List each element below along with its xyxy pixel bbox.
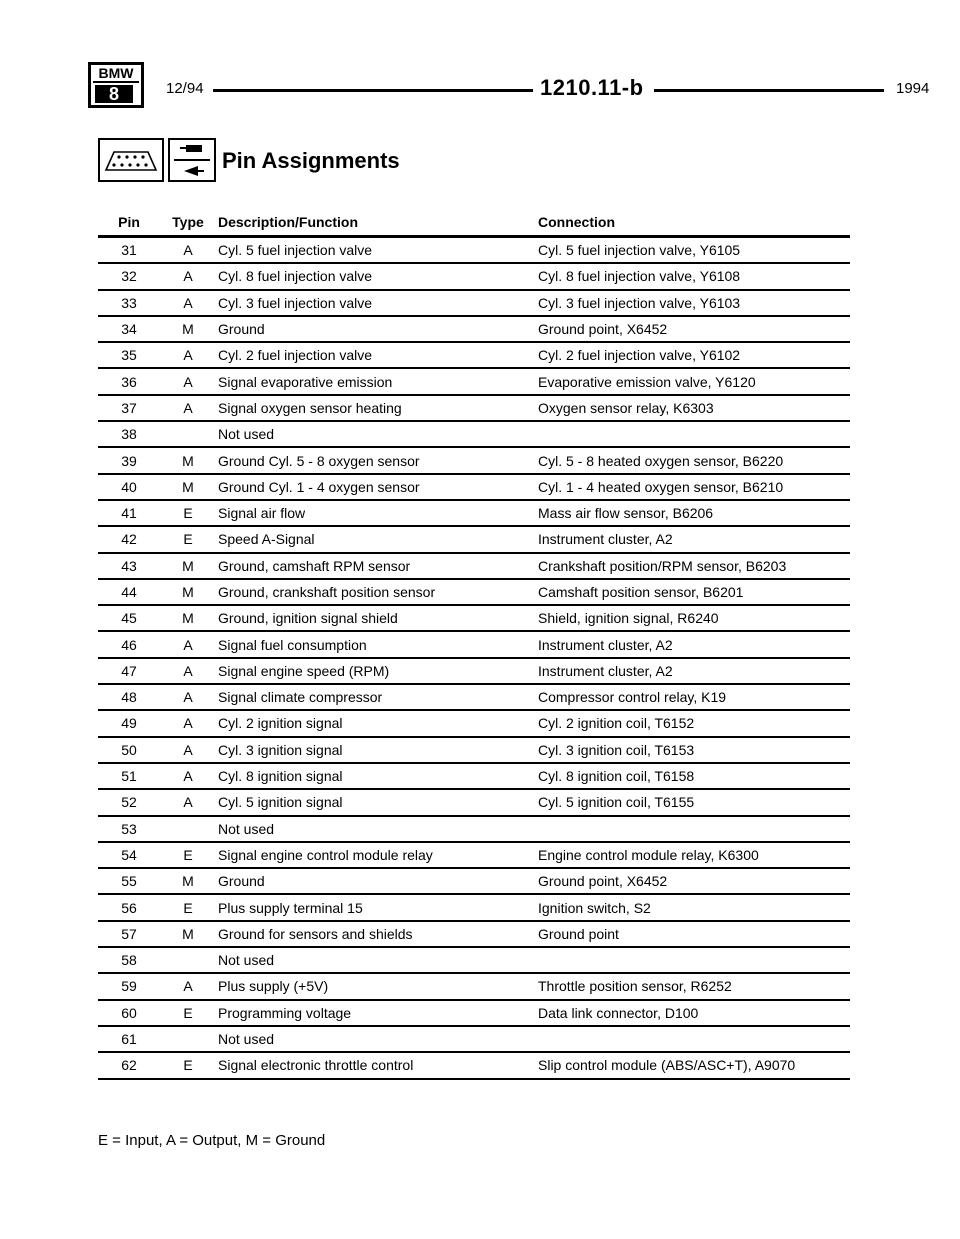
- pin-description: Ground: [216, 316, 538, 342]
- table-body: [98, 237, 850, 1079]
- pin-description: Ground: [216, 868, 538, 894]
- pin-type: A: [160, 737, 216, 763]
- pin-connection: Cyl. 5 ignition coil, T6155: [538, 789, 850, 815]
- table-row: [98, 921, 850, 947]
- table-row: [98, 263, 850, 289]
- table-row: [98, 553, 850, 579]
- pin-description: Cyl. 5 ignition signal: [216, 789, 538, 815]
- page-header: [88, 62, 930, 110]
- pin-number: 48: [98, 684, 160, 710]
- table-row: [98, 447, 850, 473]
- table-row: [98, 816, 850, 842]
- pin-number: 38: [98, 421, 160, 447]
- pin-type: M: [160, 868, 216, 894]
- pin-number: 57: [98, 921, 160, 947]
- pin-number: 36: [98, 368, 160, 394]
- pin-number: 61: [98, 1026, 160, 1052]
- header-rule-right: [654, 89, 884, 92]
- pin-connection: Cyl. 2 fuel injection valve, Y6102: [538, 342, 850, 368]
- pin-connection: Cyl. 5 - 8 heated oxygen sensor, B6220: [538, 447, 850, 473]
- pin-description: Signal air flow: [216, 500, 538, 526]
- pin-description: Ground, camshaft RPM sensor: [216, 553, 538, 579]
- pin-type: A: [160, 973, 216, 999]
- table-header-row: [98, 210, 850, 237]
- pin-number: 51: [98, 763, 160, 789]
- pin-type: M: [160, 605, 216, 631]
- pin-type: E: [160, 894, 216, 920]
- pin-connection: Mass air flow sensor, B6206: [538, 500, 850, 526]
- pin-number: 37: [98, 395, 160, 421]
- table-row: [98, 658, 850, 684]
- pin-type: A: [160, 263, 216, 289]
- pin-connection: Cyl. 8 ignition coil, T6158: [538, 763, 850, 789]
- pin-connection: Evaporative emission valve, Y6120: [538, 368, 850, 394]
- pin-assignment-table: [98, 210, 850, 1080]
- pin-connection: Cyl. 1 - 4 heated oxygen sensor, B6210: [538, 474, 850, 500]
- table-row: [98, 842, 850, 868]
- pin-description: Cyl. 3 fuel injection valve: [216, 290, 538, 316]
- logo-series: 8: [95, 85, 133, 103]
- table-row: [98, 368, 850, 394]
- pin-connection: Cyl. 3 fuel injection valve, Y6103: [538, 290, 850, 316]
- table-row: [98, 763, 850, 789]
- pin-number: 32: [98, 263, 160, 289]
- pin-description: Not used: [216, 947, 538, 973]
- pin-connection: Camshaft position sensor, B6201: [538, 579, 850, 605]
- pin-description: Ground Cyl. 1 - 4 oxygen sensor: [216, 474, 538, 500]
- pin-connection: Cyl. 3 ignition coil, T6153: [538, 737, 850, 763]
- pin-connection: Data link connector, D100: [538, 1000, 850, 1026]
- pin-type: A: [160, 684, 216, 710]
- table-row: [98, 737, 850, 763]
- pin-type: A: [160, 368, 216, 394]
- pin-description: Cyl. 2 ignition signal: [216, 710, 538, 736]
- pin-number: 54: [98, 842, 160, 868]
- column-header-pin: Pin: [98, 210, 160, 237]
- pin-description: Cyl. 2 fuel injection valve: [216, 342, 538, 368]
- pin-type: [160, 421, 216, 447]
- pin-description: Signal evaporative emission: [216, 368, 538, 394]
- section-title: Pin Assignments: [222, 148, 400, 173]
- pin-description: Ground Cyl. 5 - 8 oxygen sensor: [216, 447, 538, 473]
- pin-connection: Throttle position sensor, R6252: [538, 973, 850, 999]
- pin-number: 41: [98, 500, 160, 526]
- pin-type: A: [160, 290, 216, 316]
- header-rule-left: [213, 89, 533, 92]
- pin-type: [160, 947, 216, 973]
- pin-type: [160, 1026, 216, 1052]
- pin-number: 58: [98, 947, 160, 973]
- pin-number: 34: [98, 316, 160, 342]
- pin-type: M: [160, 553, 216, 579]
- pin-description: Plus supply terminal 15: [216, 894, 538, 920]
- pin-connection: Oxygen sensor relay, K6303: [538, 395, 850, 421]
- header-year: 1994: [896, 80, 930, 97]
- table-row: [98, 1052, 850, 1078]
- pin-description: Programming voltage: [216, 1000, 538, 1026]
- pin-description: Cyl. 8 ignition signal: [216, 763, 538, 789]
- pin-type: M: [160, 921, 216, 947]
- pin-number: 33: [98, 290, 160, 316]
- pin-type: A: [160, 763, 216, 789]
- pin-description: Ground for sensors and shields: [216, 921, 538, 947]
- pin-icon: [168, 138, 216, 182]
- pin-type: E: [160, 842, 216, 868]
- pin-number: 44: [98, 579, 160, 605]
- pin-number: 40: [98, 474, 160, 500]
- header-date: 12/94: [166, 80, 204, 97]
- pin-number: 47: [98, 658, 160, 684]
- pin-description: Plus supply (+5V): [216, 973, 538, 999]
- pin-description: Signal oxygen sensor heating: [216, 395, 538, 421]
- pin-connection: Ground point, X6452: [538, 316, 850, 342]
- type-legend: E = Input, A = Output, M = Ground: [98, 1132, 326, 1149]
- pin-description: Ground, ignition signal shield: [216, 605, 538, 631]
- table-row: [98, 605, 850, 631]
- pin-number: 56: [98, 894, 160, 920]
- pin-number: 31: [98, 237, 160, 264]
- table-row: [98, 684, 850, 710]
- pin-number: 49: [98, 710, 160, 736]
- pin-description: Signal electronic throttle control: [216, 1052, 538, 1078]
- table-row: [98, 500, 850, 526]
- pin-type: A: [160, 631, 216, 657]
- pin-type: A: [160, 789, 216, 815]
- pin-connection: Cyl. 2 ignition coil, T6152: [538, 710, 850, 736]
- connector-icon: [98, 138, 164, 182]
- table-row: [98, 579, 850, 605]
- pin-connection: Ground point: [538, 921, 850, 947]
- pin-connection: Compressor control relay, K19: [538, 684, 850, 710]
- table-row: [98, 973, 850, 999]
- pin-description: Ground, crankshaft position sensor: [216, 579, 538, 605]
- table-row: [98, 947, 850, 973]
- pin-connection: Ignition switch, S2: [538, 894, 850, 920]
- pin-connection: [538, 421, 850, 447]
- pin-number: 50: [98, 737, 160, 763]
- pin-type: A: [160, 342, 216, 368]
- column-header-connection: Connection: [538, 210, 850, 237]
- table-row: [98, 395, 850, 421]
- pin-number: 55: [98, 868, 160, 894]
- pin-type: E: [160, 526, 216, 552]
- table-row: [98, 1026, 850, 1052]
- table-row: [98, 1000, 850, 1026]
- pin-type: A: [160, 658, 216, 684]
- pin-description: Speed A-Signal: [216, 526, 538, 552]
- pin-number: 46: [98, 631, 160, 657]
- pin-number: 43: [98, 553, 160, 579]
- pin-connection: Cyl. 5 fuel injection valve, Y6105: [538, 237, 850, 264]
- pin-number: 52: [98, 789, 160, 815]
- pin-type: E: [160, 500, 216, 526]
- pin-description: Cyl. 8 fuel injection valve: [216, 263, 538, 289]
- pin-connection: Cyl. 8 fuel injection valve, Y6108: [538, 263, 850, 289]
- pin-number: 39: [98, 447, 160, 473]
- pin-description: Cyl. 3 ignition signal: [216, 737, 538, 763]
- table-row: [98, 421, 850, 447]
- table-row: [98, 237, 850, 264]
- pin-connection: Crankshaft position/RPM sensor, B6203: [538, 553, 850, 579]
- pin-description: Cyl. 5 fuel injection valve: [216, 237, 538, 264]
- pin-connection: [538, 947, 850, 973]
- pin-connection: Engine control module relay, K6300: [538, 842, 850, 868]
- pin-description: Signal engine control module relay: [216, 842, 538, 868]
- pin-description: Not used: [216, 1026, 538, 1052]
- pin-type: M: [160, 579, 216, 605]
- table-row: [98, 789, 850, 815]
- pin-description: Signal climate compressor: [216, 684, 538, 710]
- pin-number: 35: [98, 342, 160, 368]
- pin-type: A: [160, 395, 216, 421]
- pin-connection: Instrument cluster, A2: [538, 631, 850, 657]
- pin-type: A: [160, 710, 216, 736]
- pin-connection: Slip control module (ABS/ASC+T), A9070: [538, 1052, 850, 1078]
- pin-connection: Instrument cluster, A2: [538, 526, 850, 552]
- table-row: [98, 710, 850, 736]
- logo-text: BMW: [93, 65, 139, 83]
- table-row: [98, 316, 850, 342]
- table-row: [98, 290, 850, 316]
- pin-description: Signal fuel consumption: [216, 631, 538, 657]
- pin-number: 45: [98, 605, 160, 631]
- table-row: [98, 868, 850, 894]
- table-row: [98, 342, 850, 368]
- pin-description: Not used: [216, 816, 538, 842]
- pin-number: 42: [98, 526, 160, 552]
- pin-number: 62: [98, 1052, 160, 1078]
- pin-description: Signal engine speed (RPM): [216, 658, 538, 684]
- pin-connection: [538, 816, 850, 842]
- table-row: [98, 894, 850, 920]
- pin-type: A: [160, 237, 216, 264]
- document-number: 1210.11-b: [540, 75, 644, 100]
- pin-connection: Shield, ignition signal, R6240: [538, 605, 850, 631]
- pin-type: E: [160, 1000, 216, 1026]
- table-row: [98, 526, 850, 552]
- pin-type: M: [160, 447, 216, 473]
- pin-number: 60: [98, 1000, 160, 1026]
- pin-description: Not used: [216, 421, 538, 447]
- bmw-8-series-logo: [88, 62, 144, 108]
- table-row: [98, 474, 850, 500]
- pin-connection: [538, 1026, 850, 1052]
- pin-connection: Instrument cluster, A2: [538, 658, 850, 684]
- pin-type: [160, 816, 216, 842]
- pin-type: M: [160, 474, 216, 500]
- pin-number: 53: [98, 816, 160, 842]
- column-header-description: Description/Function: [216, 210, 538, 237]
- table-row: [98, 631, 850, 657]
- column-header-type: Type: [160, 210, 216, 237]
- pin-type: E: [160, 1052, 216, 1078]
- pin-type: M: [160, 316, 216, 342]
- pin-connection: Ground point, X6452: [538, 868, 850, 894]
- pin-number: 59: [98, 973, 160, 999]
